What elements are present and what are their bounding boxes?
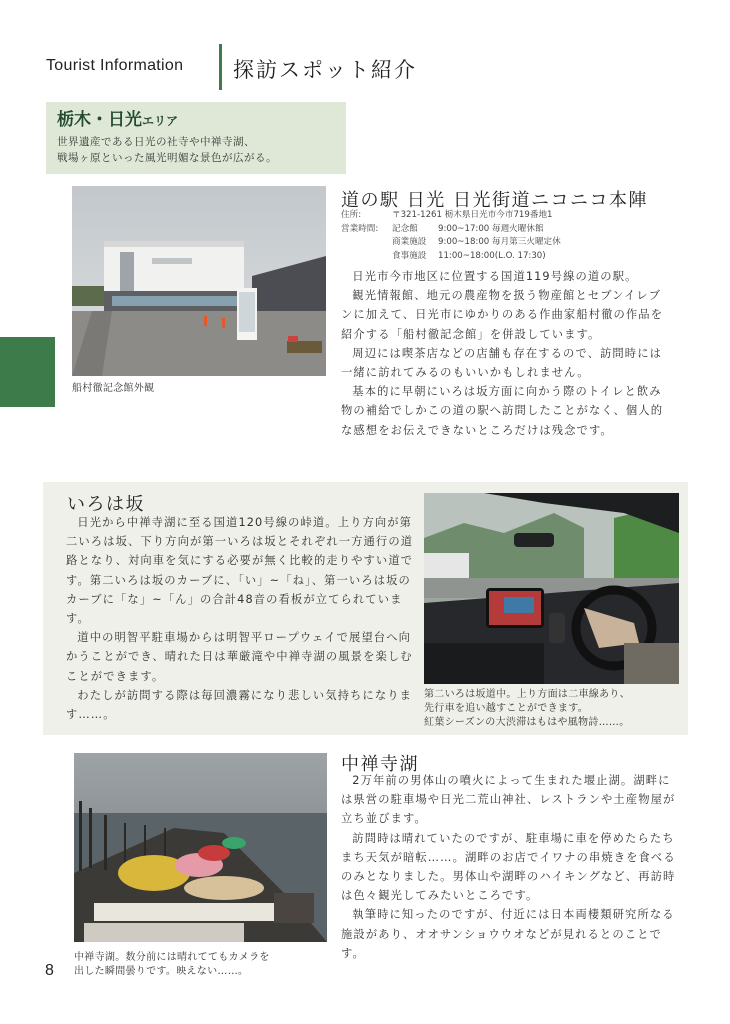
area-description: 世界遺産である日光の社寺や中禅寺湖、 戦場ヶ原といった風光明媚な景色が広がる。 xyxy=(57,136,277,164)
chuzenji-title: 中禅寺湖 xyxy=(341,754,419,775)
hours-time: 9:00~18:00 毎月第三火曜定休 xyxy=(438,237,561,248)
michinoeki-title: 道の駅 日光 日光街道ニコニコ本陣 xyxy=(341,190,648,211)
header-divider xyxy=(219,44,222,90)
chuzenji-body: 2万年前の男体山の噴火によって生まれた堰止湖。湖畔には県営の駐車場や日光二荒山神社、レストランや土産物屋が立ち並びます。 訪問時は晴れていたのですが、駐車場に車を停めたらたちまち天気が暗転……。湖畔のお店でイワナの串焼きを食べるのみとなりました。男体山や湖畔のハイキングなど、再訪時は色々観光してみたいところです。 執筆時に知ったのですが、付近には日本両棲類研究所なる施設があり、オオサンショウウオなどが見れるとのことです。 xyxy=(341,774,676,960)
side-tab-marker xyxy=(0,337,55,407)
address-value: 〒321-1261 栃木県日光市今市719番地1 xyxy=(392,210,553,220)
chuzenji-lake-photo xyxy=(74,753,327,942)
michinoeki-info xyxy=(341,209,671,263)
funamura-photo-caption: 船村徹記念館外観 xyxy=(72,383,155,394)
iroha-car-photo xyxy=(424,493,679,684)
funamura-museum-photo xyxy=(72,186,326,376)
address-label: 住所: xyxy=(341,210,362,220)
hours-facility: 食事施設 xyxy=(392,250,427,261)
hours-facility: 記念館 xyxy=(392,223,418,234)
chuzenji-photo-caption: 中禅寺湖。数分前には晴れててもカメラを 出した瞬間曇りです。映えない……。 xyxy=(74,952,270,977)
iroha-photo-caption: 第二いろは坂道中。上り方面は二車線あり、 先行車を追い越すことができます。 紅葉シーズンの大渋滞はもはや風物詩……。 xyxy=(424,689,630,728)
iroha-title: いろは坂 xyxy=(67,494,145,515)
header-japanese: 探訪スポット紹介 xyxy=(233,58,417,82)
hours-facility: 商業施設 xyxy=(392,237,427,248)
page-number: 8 xyxy=(45,962,54,979)
header-english: Tourist Information xyxy=(46,57,184,74)
area-intro-box xyxy=(46,102,346,174)
hours-label: 営業時間: xyxy=(341,223,379,234)
michinoeki-body: 日光市今市地区に位置する国道119号線の道の駅。 観光情報館、地元の農産物を扱う物産館とセブンイレブンに加えて、日光市にゆかりのある作曲家船村徹の作品を紹介する「船村徹記念館」を併設しています。 周辺には喫茶店などの店舗も存在するので、訪問時には一緒に訪れてみるのもいいかもしれません。 基本的に早朝にいろは坂方面に向かう際のトイレと飲み物の補給でしかこの道の駅へ訪問したことがなく、個人的な感想をお伝えできないところだけは残念です。 xyxy=(341,270,664,437)
hours-time: 9:00~17:00 毎週火曜休館 xyxy=(438,223,544,234)
iroha-body: 日光から中禅寺湖に至る国道120号線の峠道。上り方向が第二いろは坂、下り方向が第一いろは坂とそれぞれ一方通行の道路となり、対向車を気にする必要が無く比較的走りやすい道です。第二いろは坂のカーブに、「い」~「ね」、第一いろは坂のカーブに「な」~「ん」の合計48音の看板が立てられています。 道中の明智平駐車場からは明智平ロープウェイで展望台へ向かうことができ、晴れた日は華厳滝や中禅寺湖の風景を楽しむことができます。 わたしが訪問する際は毎回濃霧になり悲しい気持ちになります……。 xyxy=(66,516,414,722)
area-title: 栃木・日光エリア xyxy=(57,110,179,130)
hours-time: 11:00~18:00(L.O. 17:30) xyxy=(438,250,546,261)
